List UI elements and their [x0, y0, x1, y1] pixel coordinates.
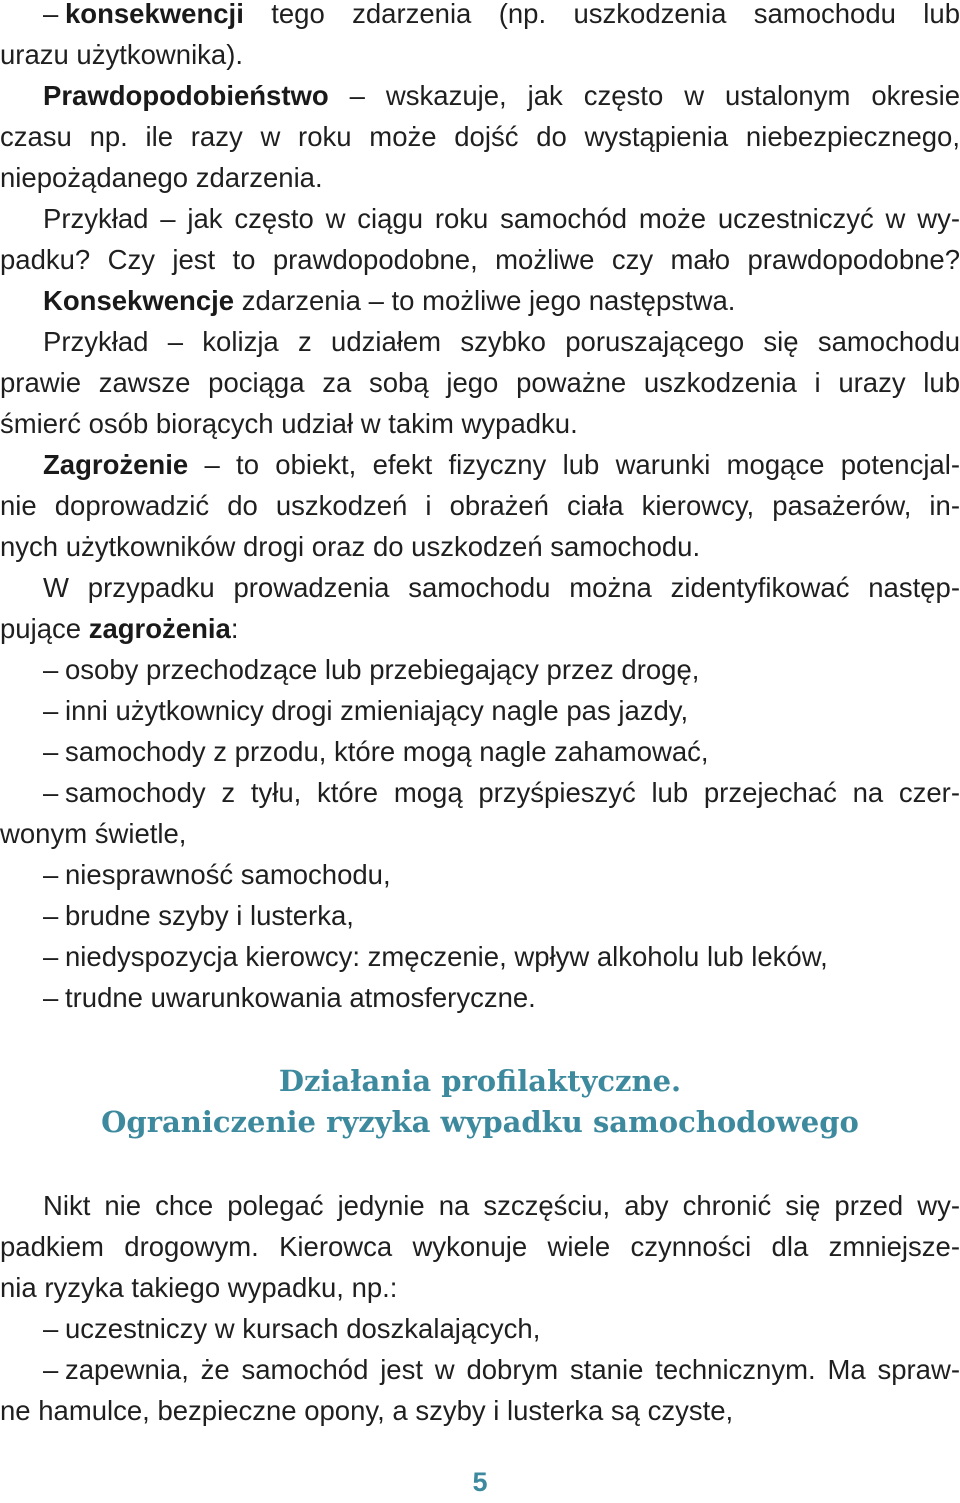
text-line: nia ryzyka takiego wypadku, np.: [0, 1272, 398, 1303]
text-line: nych użytkowników drogi oraz do uszkodzeń samochodu. [0, 531, 701, 562]
list-item: – brudne szyby i lusterka, [43, 900, 354, 931]
text-line: niepożądanego zdarzenia. [0, 162, 323, 193]
list-item: – trudne uwarunkowania atmosferyczne. [43, 982, 536, 1013]
text-line: Przykład – jak często w ciągu roku samochód może uczestniczyć w wy- [43, 203, 960, 234]
bold-term: Konsekwencje [43, 285, 235, 316]
list-item-continuation: ne hamulce, bezpieczne opony, a szyby i lusterka są czyste, [0, 1395, 734, 1426]
list-item: – niedyspozycja kierowcy: zmęczenie, wpływ alkoholu lub leków, [43, 941, 828, 972]
text-line: czasu np. ile razy w roku może dojść do wystąpienia niebezpiecznego, [0, 121, 960, 152]
bold-term: zagrożenia [88, 613, 231, 644]
text-line: padku? Czy jest to prawdopodobne, możliwe czy mało prawdopodobne? [0, 244, 960, 275]
text-line: Zagrożenie – to obiekt, efekt fizyczny lub warunki mogące potencjal- [43, 449, 960, 480]
text-line: śmierć osób biorących udział w takim wypadku. [0, 408, 578, 439]
list-item: – niesprawność samochodu, [43, 859, 391, 890]
text-line: nie doprowadzić do uszkodzeń i obrażeń ciała kierowcy, pasażerów, in- [0, 490, 960, 521]
text-line: – konsekwencji tego zdarzenia (np. uszkodzenia samochodu lub [43, 0, 960, 29]
text-line: Nikt nie chce polegać jedynie na szczęściu, aby chronić się przed wy- [43, 1190, 960, 1221]
list-item-continuation: wonym świetle, [0, 818, 187, 849]
section-heading-line2: Ograniczenie ryzyka wypadku samochodowego [101, 1105, 859, 1139]
text-line: pujące zagrożenia: [0, 613, 239, 644]
list-item: – osoby przechodzące lub przebiegający przez drogę, [43, 654, 700, 685]
list-item: – samochody z przodu, które mogą nagle zahamować, [43, 736, 709, 767]
text-line: prawie zawsze pociąga za sobą jego poważne uszkodzenia i urazy lub [0, 367, 960, 398]
page-number: 5 [472, 1467, 488, 1497]
text-line: W przypadku prowadzenia samochodu można zidentyfikować następ- [43, 572, 960, 603]
section-heading-line1: Działania profilaktyczne. [278, 1064, 682, 1098]
list-item: – samochody z tyłu, które mogą przyśpieszyć lub przejechać na czer- [43, 777, 960, 808]
list-item: – zapewnia, że samochód jest w dobrym stanie technicznym. Ma spraw- [43, 1354, 960, 1385]
text-line: Przykład – kolizja z udziałem szybko poruszającego się samochodu [43, 326, 960, 357]
bold-term: Zagrożenie [43, 449, 189, 480]
list-item: – uczestniczy w kursach doszkalających, [43, 1313, 541, 1344]
list-item: – inni użytkownicy drogi zmieniający nagle pas jazdy, [43, 695, 689, 726]
bold-term: konsekwencji [65, 0, 244, 29]
text-line: Prawdopodobieństwo – wskazuje, jak często w ustalonym okresie [43, 80, 960, 111]
text-line: Konsekwencje zdarzenia – to możliwe jego następstwa. [43, 285, 736, 316]
text-line: padkiem drogowym. Kierowca wykonuje wiele czynności dla zmniejsze- [0, 1231, 960, 1262]
text-line: urazu użytkownika). [0, 39, 244, 70]
bold-term: Prawdopodobieństwo [43, 80, 329, 111]
